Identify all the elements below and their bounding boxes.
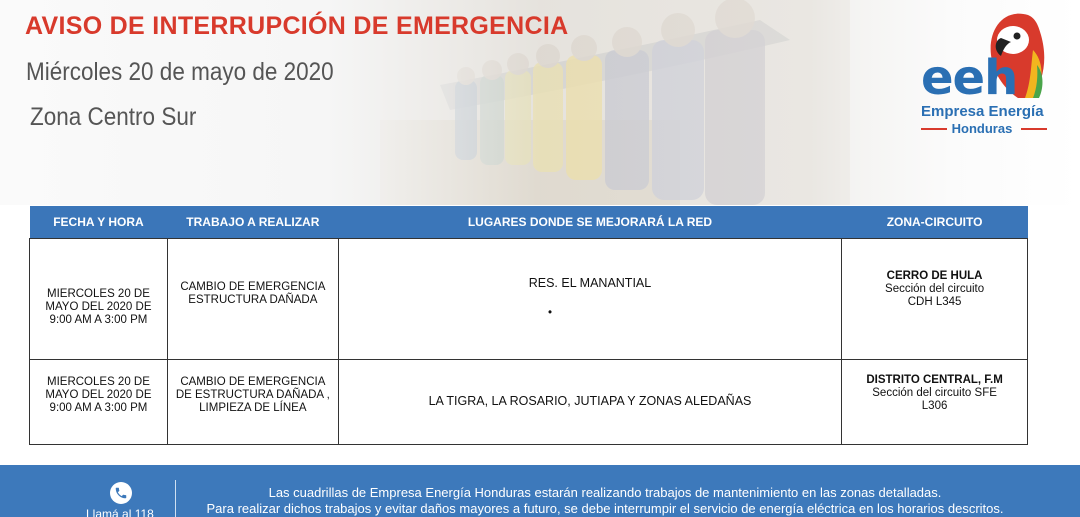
logo-wordmark: eeh <box>921 50 1018 106</box>
cell-zona <box>842 359 1028 444</box>
zona-detail: Sección del circuito <box>885 282 985 295</box>
fecha-line: MIERCOLES 20 DE <box>47 375 150 388</box>
fecha-line: MAYO DEL 2020 DE <box>45 301 152 313</box>
cell-trabajo <box>167 359 338 444</box>
cell-trabajo <box>167 238 338 359</box>
notice-date: Miércoles 20 de mayo de 2020 <box>26 58 334 86</box>
logo-country: Honduras <box>951 121 1013 136</box>
lugares-text: RES. EL MANANTIAL <box>528 275 652 290</box>
zona-title: DISTRITO CENTRAL, F.M <box>866 373 1003 386</box>
phone-icon <box>110 482 132 504</box>
trabajo-line: LIMPIEZA DE LÍNEA <box>199 401 307 414</box>
header-trabajo: TRABAJO A REALIZAR <box>167 206 338 238</box>
table-row <box>30 238 1028 359</box>
lugares-bullet: • <box>547 306 552 319</box>
footer-message-line1: Las cuadrillas de Empresa Energía Honduras estarán realizando trabajos de mantenimiento en las zonas detalladas. <box>268 485 942 500</box>
fecha-line: 9:00 AM A 3:00 PM <box>49 401 148 414</box>
zona-detail: L306 <box>921 399 948 412</box>
trabajo-line: CAMBIO DE EMERGENCIA <box>180 375 326 388</box>
footer-bar <box>0 465 1080 517</box>
cell-zona <box>842 238 1028 359</box>
lugares-text: LA TIGRA, LA ROSARIO, JUTIAPA Y ZONAS ALEDAÑAS <box>428 394 752 408</box>
fecha-line: MAYO DEL 2020 DE <box>45 388 152 401</box>
cell-fecha <box>30 359 168 444</box>
zona-detail: CDH L345 <box>907 295 962 308</box>
zona-detail: Sección del circuito SFE <box>872 386 997 399</box>
logo-line-right <box>1021 128 1047 130</box>
trabajo-line: CAMBIO DE EMERGENCIA <box>180 280 326 293</box>
trabajo-line: ESTRUCTURA DAÑADA <box>188 293 318 306</box>
footer-message-line2: Para realizar dichos trabajos y evitar daños mayores a futuro, se debe interrumpir el servicio de energía eléctrica en los horarios descritos. <box>206 501 1004 516</box>
table-row <box>30 359 1028 444</box>
zona-title: CERRO DE HULA <box>886 269 983 282</box>
header-zona: ZONA-CIRCUITO <box>842 206 1028 238</box>
trabajo-line: DE ESTRUCTURA DAÑADA , <box>175 388 330 401</box>
notice-title: AVISO DE INTERRUPCIÓN DE EMERGENCIA <box>25 12 569 40</box>
fecha-line: 9:00 AM A 3:00 PM <box>49 314 148 326</box>
cell-lugares <box>338 238 841 359</box>
notice-zone: Zona Centro Sur <box>30 103 197 131</box>
schedule-table <box>29 206 1028 445</box>
eeh-logo <box>915 10 1055 140</box>
table-header-row <box>30 206 1028 238</box>
header-lugares: LUGARES DONDE SE MEJORARÁ LA RED <box>338 206 841 238</box>
fecha-line: MIERCOLES 20 DE <box>47 288 150 300</box>
header-fecha: FECHA Y HORA <box>30 206 168 238</box>
cell-lugares <box>338 359 841 444</box>
logo-company-name: Empresa Energía <box>921 103 1044 120</box>
phone-label: Llamá al 118 <box>86 507 154 517</box>
cell-fecha <box>30 238 168 359</box>
footer-divider <box>175 480 176 517</box>
